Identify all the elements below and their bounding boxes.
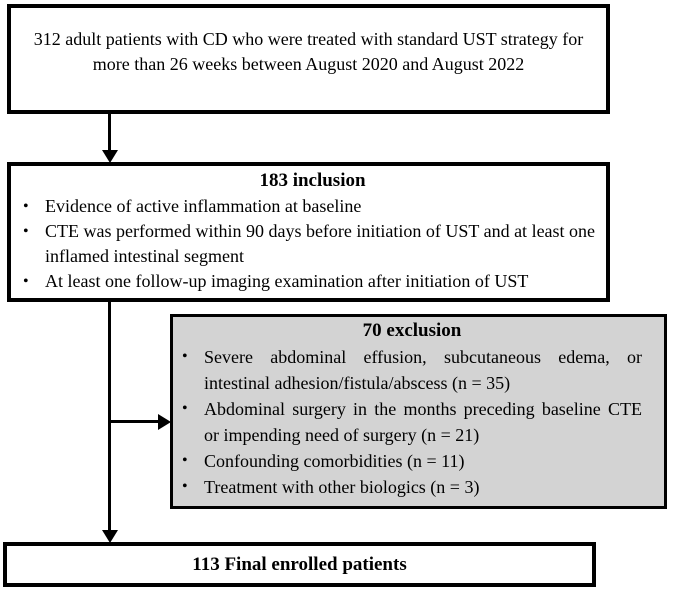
- exclusion-title: 70 exclusion: [362, 320, 462, 341]
- arrow-branch-to-exclusion-line: [110, 420, 159, 423]
- arrow-top-to-inclusion-line: [108, 114, 111, 151]
- inclusion-bullet-text: Evidence of active inflammation at baseline: [45, 196, 362, 216]
- top-population-box: [7, 4, 610, 114]
- bullet-icon: •: [182, 400, 188, 417]
- arrow-inclusion-to-final-line: [108, 302, 111, 531]
- exclusion-bullet-list: [182, 344, 642, 500]
- bullet-icon: •: [23, 223, 29, 240]
- inclusion-bullet-item: [23, 219, 602, 269]
- inclusion-bullet-item: [23, 269, 602, 294]
- exclusion-bullet-item: [182, 396, 642, 448]
- exclusion-box: [170, 314, 667, 509]
- exclusion-bullet-text: Confounding comorbidities (n = 11): [204, 451, 465, 471]
- bullet-icon: •: [182, 348, 188, 365]
- inclusion-bullet-text: At least one follow-up imaging examination after initiation of UST: [45, 271, 529, 291]
- bullet-icon: •: [23, 273, 29, 290]
- final-enrolled-text: 113 Final enrolled patients: [192, 553, 407, 575]
- inclusion-bullet-text: CTE was performed within 90 days before initiation of UST and at least one inflamed intestinal segment: [45, 221, 596, 266]
- exclusion-bullet-text: Treatment with other biologics (n = 3): [204, 477, 480, 497]
- bullet-icon: •: [182, 452, 188, 469]
- final-enrolled-box: [3, 542, 596, 587]
- exclusion-bullet-item: [182, 474, 642, 500]
- exclusion-bullet-item: [182, 344, 642, 396]
- exclusion-bullet-text: Abdominal surgery in the months preceding baseline CTE or impending need of surgery (n = 21): [204, 399, 642, 445]
- top-population-text: 312 adult patients with CD who were treated with standard UST strategy for more than 26 weeks between August 2020 and August 2022: [33, 29, 584, 74]
- inclusion-bullet-item: [23, 194, 602, 219]
- inclusion-title: 183 inclusion: [259, 170, 366, 191]
- exclusion-bullet-item: [182, 448, 642, 474]
- exclusion-bullet-text: Severe abdominal effusion, subcutaneous edema, or intestinal adhesion/fistula/abscess (n = 35): [204, 347, 642, 393]
- inclusion-box: [7, 162, 610, 302]
- bullet-icon: •: [182, 478, 188, 495]
- inclusion-bullet-list: [23, 194, 602, 294]
- bullet-icon: •: [23, 198, 29, 215]
